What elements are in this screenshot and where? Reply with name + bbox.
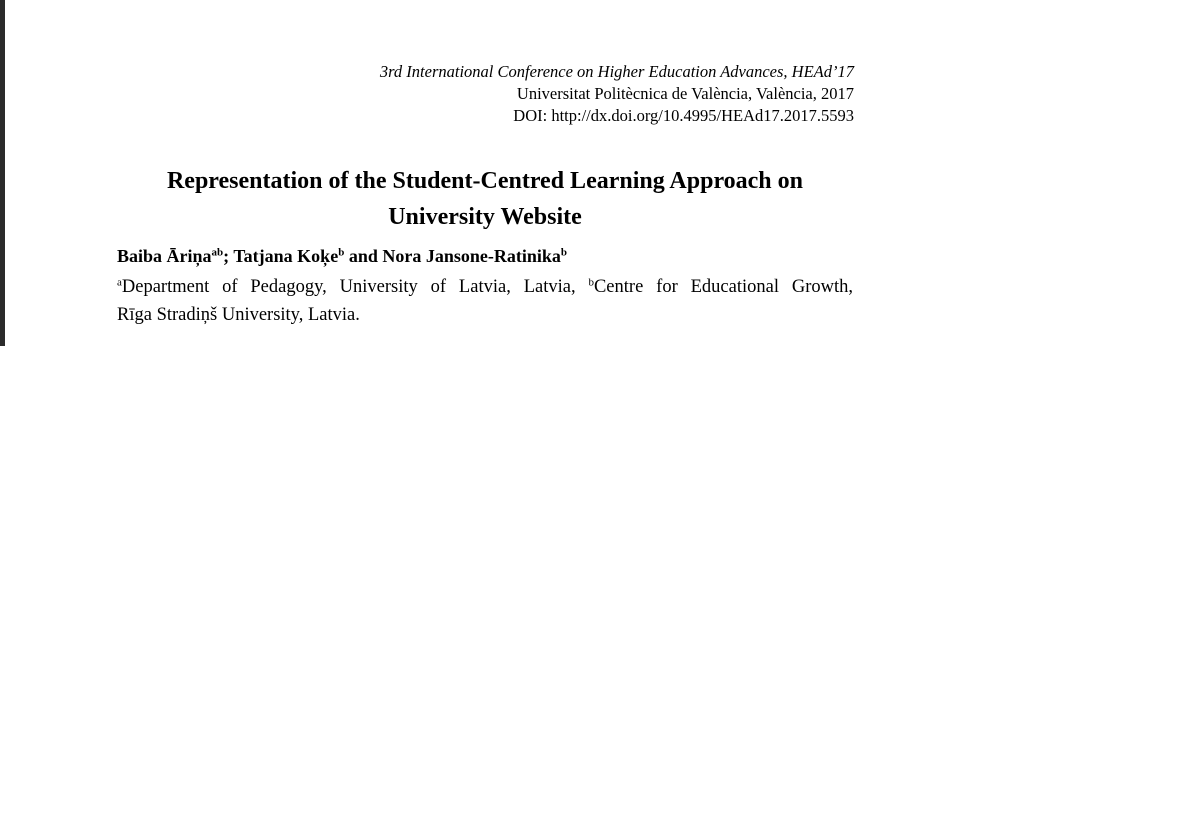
author-name: Nora Jansone-Ratinika (382, 246, 561, 266)
paper-title-line-2: University Website (388, 204, 582, 230)
paper-title (117, 163, 853, 235)
author-separator: ; (223, 246, 234, 266)
pdf-page (5, 0, 1193, 818)
conference-venue: Universitat Politècnica de València, València, 2017 (516, 84, 854, 103)
conference-name: 3rd International Conference on Higher Education Advances, HEAd’17 (379, 62, 854, 81)
affiliation-b-part-1: Centre for Educational Growth, (593, 277, 854, 297)
author-name: Baiba Āriņa (117, 246, 212, 266)
affiliation-marker-b: b (588, 276, 594, 289)
doi-line: DOI: http://dx.doi.org/10.4995/HEAd17.2017.5593 (513, 106, 854, 125)
affiliation-a: Department of Pedagogy, University of Latvia, Latvia, (121, 277, 589, 297)
author-name: Tatjana Koķe (233, 246, 339, 266)
author-affiliation-marker: b (560, 246, 567, 259)
author-separator: and (344, 246, 383, 266)
affiliation-marker-a: a (117, 276, 122, 289)
affiliation-b-part-2: Rīga Stradiņš University, Latvia. (117, 305, 360, 325)
paper-title-line-1: Representation of the Student-Centred Learning Approach on (166, 168, 804, 194)
author-affiliation-marker: b (338, 246, 345, 259)
author-affiliation-marker: ab (211, 246, 224, 259)
affiliations-line-1 (117, 273, 853, 301)
page-header (380, 61, 854, 127)
author-list (117, 244, 567, 268)
affiliations (117, 273, 853, 329)
